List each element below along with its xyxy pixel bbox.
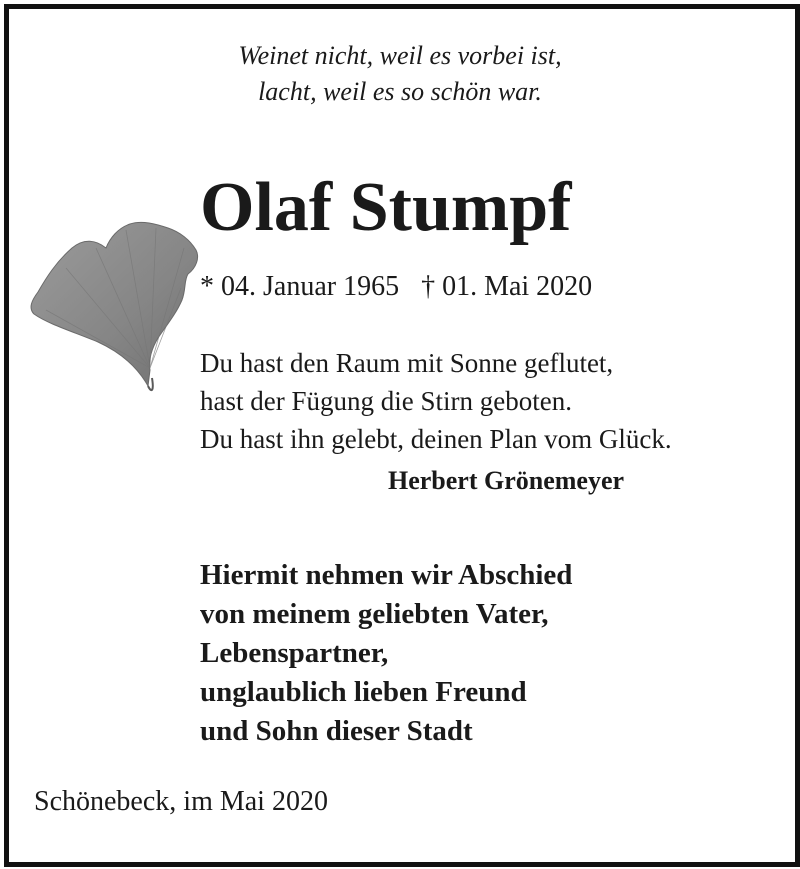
motto-line-1: Weinet nicht, weil es vorbei ist,: [238, 41, 562, 70]
deceased-name: Olaf Stumpf: [200, 169, 572, 246]
farewell-text: [200, 556, 572, 751]
farewell-line: Lebenspartner,: [200, 637, 389, 669]
poem-line: Du hast den Raum mit Sonne geflutet,: [200, 348, 614, 378]
life-dates: [200, 270, 592, 304]
poem-author: Herbert Grönemeyer: [388, 466, 625, 495]
birth-date: * 04. Januar 1965: [200, 271, 400, 302]
farewell-line: und Sohn dieser Stadt: [200, 715, 473, 747]
farewell-line: unglaublich lieben Freund: [200, 676, 527, 708]
poem-line: Du hast ihn gelebt, deinen Plan vom Glück.: [200, 424, 672, 454]
place-and-date: Schönebeck, im Mai 2020: [34, 786, 328, 817]
farewell-line: Hiermit nehmen wir Abschied: [200, 559, 573, 591]
poem: [200, 344, 672, 458]
motto: [0, 38, 800, 110]
poem-line: hast der Fügung die Stirn geboten.: [200, 386, 572, 416]
farewell-line: von meinem geliebten Vater,: [200, 598, 549, 630]
ginkgo-leaf-icon: [26, 218, 206, 393]
death-date: † 01. Mai 2020: [421, 271, 593, 302]
motto-line-2: lacht, weil es so schön war.: [258, 77, 542, 106]
